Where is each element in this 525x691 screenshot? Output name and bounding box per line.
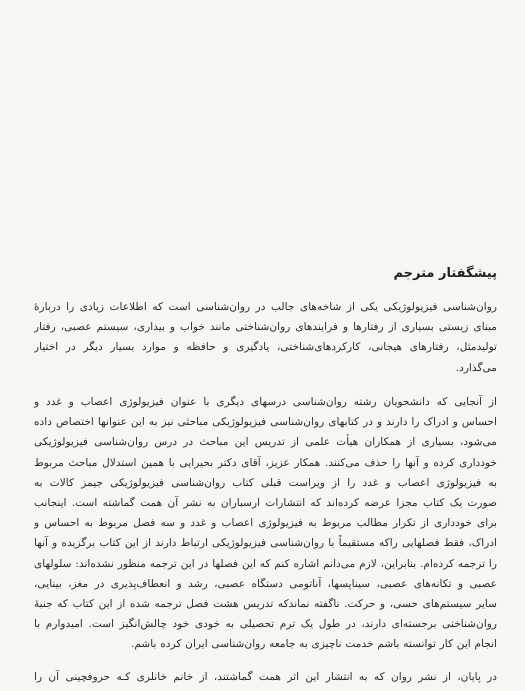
text-line: مبنای زیستی بسیاری از رفتارها و فرایندهای روان‌شناختی مانند خواب و بیداری، سیستم عصبی، رفتار	[34, 321, 497, 334]
text-line: در پایان، از نشر روان که به انتشار این اثر همت گماشتند، از خانم خانلری کـه حروفچینی آن را	[34, 671, 497, 683]
text-line: تولیدمثل، رفتارهای هیجانی، کارکردهای‌شناختی، یادگیری و حافظه و موارد بسیار دیگر در اختیار	[34, 341, 497, 354]
text-line: روان‌شناختی برجسته‌ای دارند، در طول یک ترم تحصیلی به خودی خود چالش‌انگیز است. امیدوارم با	[34, 618, 497, 631]
text-line: می‌شود، بسیاری از همکاران هیأت علمی از تدریس این مباحث در درس روان‌شناسی فیزیولوژیکی	[34, 436, 497, 449]
text-line: می‌گذارد.	[455, 361, 497, 374]
paragraph-3	[34, 667, 497, 687]
section-heading: پیشگفتار مترجم	[393, 266, 497, 281]
text-line: خودداری کرده و آنها را حذف می‌کنند. همکار عزیز، آقای دکتر بحیرایی با همین استدلال مباحث مربوط	[34, 456, 497, 469]
text-line: از آنجایی که دانشجویان رشته روان‌شناسی درسهای دیگری با عنوان فیزیولوژی اعصاب و غدد و	[34, 396, 497, 408]
text-line: عصبی و تکانه‌های عصبی، سیناپسها، آناتومی دستگاه عصبی، رشد و انعطاف‌پذیری در مغز، بینایی،	[34, 577, 497, 590]
text-line: احساس و ادراک را دارند و در کتابهای روان‌شناسی فیزیولوژیکی مباحثی نیز به این عنوانها اختصاص داده	[34, 416, 497, 429]
text-line: برای خودداری از تکرار مطالب مربوط به فیزیولوژی اعصاب و غدد و سه فصل مربوط به احساس و	[34, 517, 497, 530]
text-line: ادراک، فقط فصلهایی راکه مستقیماً با روان‌شناسی فیزیولوژیکی ارتباط دارند از این کتاب برگزیده و آنها	[34, 537, 497, 550]
text-line: انجام این کار توانسته باشم خدمت ناچیزی به جامعه روان‌شناسی ایران کرده باشم.	[131, 638, 497, 651]
text-line: به فیزیولوژی اعصاب و غدد را از ویراست قبلی کتاب روان‌شناسی فیزیولوژیکی جیمز کالات به	[34, 476, 497, 489]
text-line: را ترجمه کرده‌ام. بنابراین، لازم می‌دانم اشاره کنم که این فصلها در این ترجمه منظور نشده‌اند: سلولهای	[34, 557, 497, 570]
text-line: روان‌شناسی فیزیولوژیکی یکی از شاخه‌های جالب در روان‌شناسی است که اطلاعات زیادی را دربارهٔ	[34, 301, 497, 313]
paragraph-2	[34, 392, 497, 655]
text-line: سایر سیستم‌های حسی، و حرکت. ناگفته نماندکه تدریس هشت فصل ترجمه شده از این کتاب که جنبهٔ	[34, 598, 497, 611]
paragraph-1	[34, 297, 497, 378]
text-line: صورت یک کتاب مجزا عرضه کرده‌اند که انتشارات ارسباران به نشر آن همت گماشته است. اینجانب	[34, 497, 497, 510]
